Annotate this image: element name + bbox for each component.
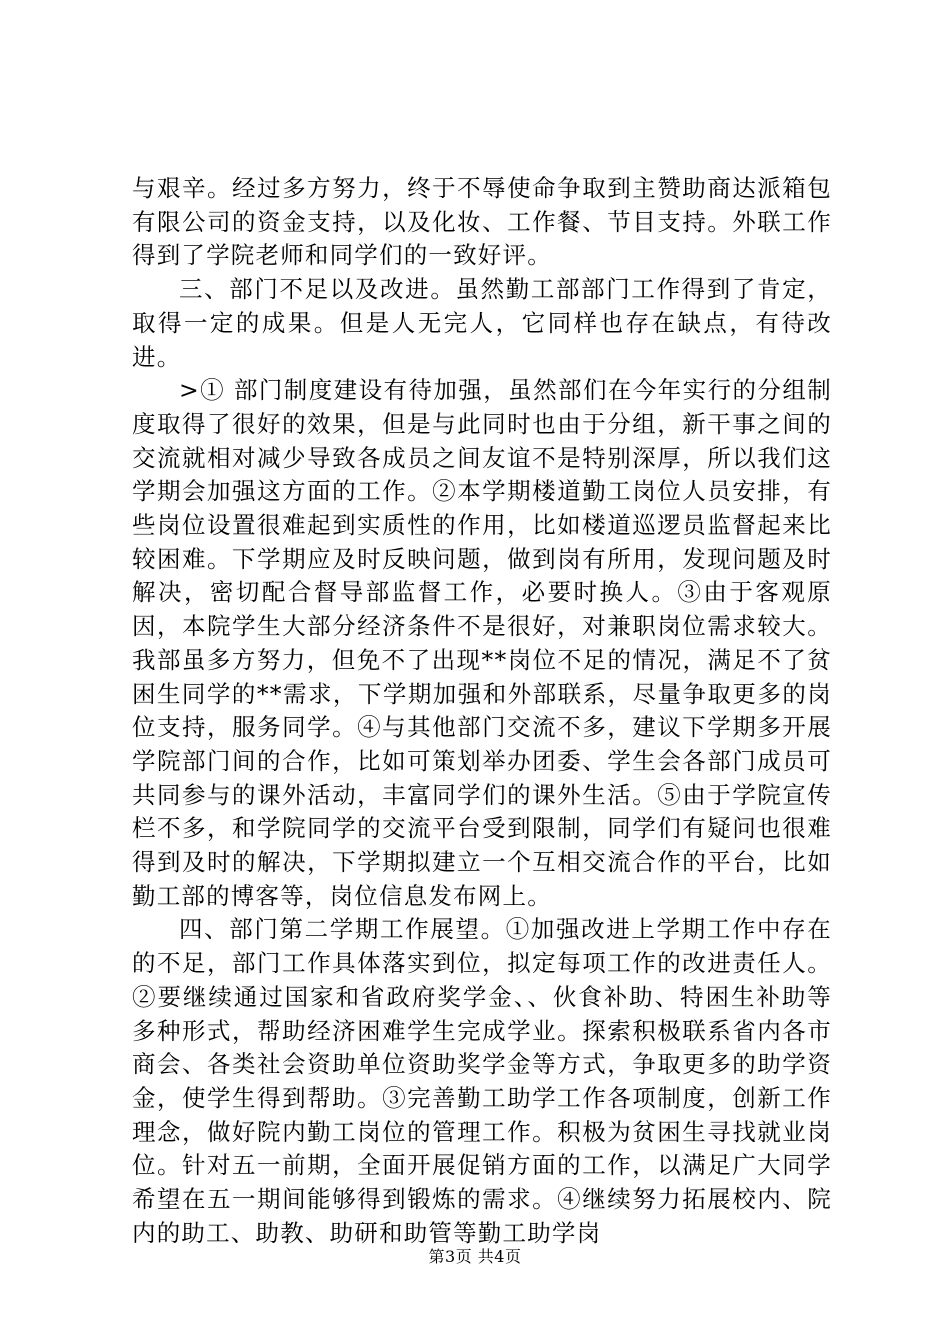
paragraph-continuation: 与艰辛。经过多方努力，终于不辱使命争取到主赞助商达派箱包有限公司的资金支持，以及化妆、工作餐、节目支持。外联工作得到了学院老师和同学们的一致好评。 — [132, 174, 832, 270]
paragraph-improvement-list: >① 部门制度建设有待加强，虽然部们在今年实行的分组制度取得了很好的效果，但是与此同时也由于分组，新干事之间的交流就相对减少导致各成员之间友谊不是特别深厚，所以我们这学期会加强这方面的工作。②本学期楼道勤工岗位人员安排，有些岗位设置很难起到实质性的作用，比如楼道巡逻员监督起来比较困难。下学期应及时反映问题，做到岗有所用，发现问题及时解决，密切配合督导部监督工作，必要时换人。③由于客观原因，本院学生大部分经济条件不是很好，对兼职岗位需求较大。我部虽多方努力，但免不了出现**岗位不足的情况，满足不了贫困生同学的**需求，下学期加强和外部联系，尽量争取更多的岗位支持，服务同学。④与其他部门交流不多，建议下学期多开展学院部门间的合作，比如可策划举办团委、学生会各部门成员可共同参与的课外活动，丰富同学们的课外生活。⑤由于学院宣传栏不多，和学院同学的交流平台受到限制，同学们有疑问也很难得到及时的解决，下学期拟建立一个互相交流合作的平台，比如勤工部的博客等，岗位信息发布网上。 — [132, 376, 832, 910]
paragraph-section-four: 四、部门第二学期工作展望。①加强改进上学期工作中存在的不足，部门工作具体落实到位，拟定每项工作的改进责任人。②要继续通过国家和省政府奖学金、、伙食补助、特困生补助等多种形式，帮助经济困难学生完成学业。探索积极联系省内各市商会、各类社会资助单位资助奖学金等方式，争取更多的助学资金，使学生得到帮助。③完善勤工助学工作各项制度，创新工作理念，做好院内勤工岗位的管理工作。积极为贫困生寻找就业岗位。针对五一前期，全面开展促销方面的工作，以满足广大同学希望在五一期间能够得到锻炼的需求。④继续努力拓展校内、院内的助工、助教、助研和助管等勤工助学岗 — [132, 915, 832, 1247]
paragraph-section-three: 三、部门不足以及改进。虽然勤工部部门工作得到了肯定，取得一定的成果。但是人无完人，它同样也存在缺点，有待改进。 — [132, 275, 832, 371]
document-body — [132, 172, 832, 1251]
page-number-footer: 第3页 共4页 — [428, 1247, 522, 1266]
